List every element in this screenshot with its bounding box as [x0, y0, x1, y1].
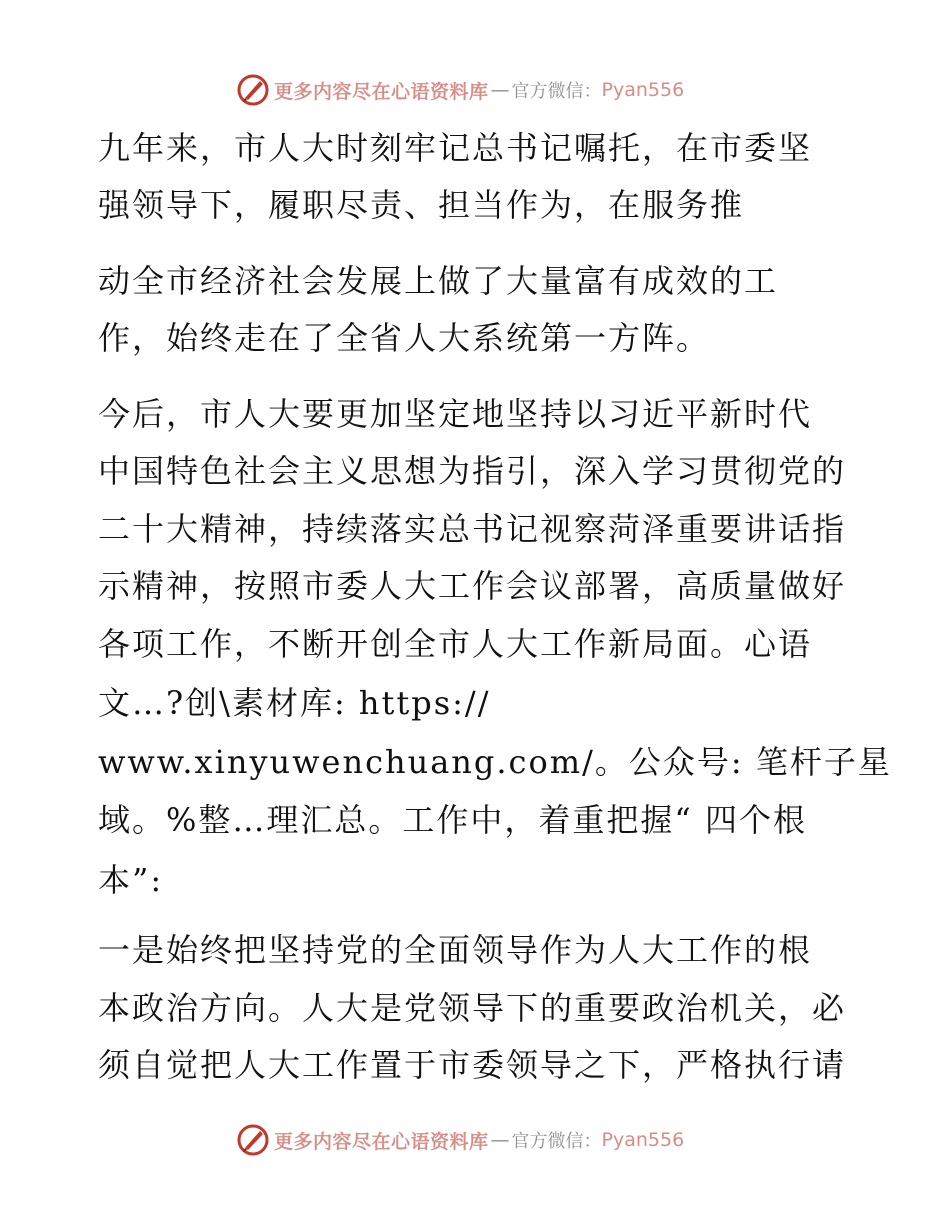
- body-line: 本政治方向。人大是党领导下的重要政治机关，必: [98, 989, 847, 1027]
- quill-pen-logo-icon: [236, 73, 270, 107]
- body-line: 中国特色社会主义思想为指引，深入学习贯彻党的: [98, 452, 847, 490]
- promo-text: 更多内容尽在心语资料库: [274, 1130, 489, 1153]
- banner-separator: —: [490, 79, 510, 101]
- banner-separator: —: [490, 1129, 510, 1151]
- footer-watermark-banner: [236, 1122, 684, 1158]
- body-line: 示精神，按照市委人大工作会议部署，高质量做好: [98, 567, 847, 605]
- body-line: 今后，市人大要更加坚定地坚持以习近平新时代: [98, 395, 813, 433]
- wechat-id: Pyan556: [601, 1129, 685, 1151]
- body-line: 须自觉把人大工作置于市委领导之下，严格执行请: [98, 1046, 847, 1084]
- body-line: 二十大精神，持续落实总书记视察菏泽重要讲话指: [98, 510, 847, 548]
- promo-text: 更多内容尽在心语资料库: [274, 80, 489, 103]
- body-line: www.xinyuwenchuang.com/。公众号: 笔杆子星: [98, 743, 892, 781]
- body-line: 文…?创\素材库: https://: [98, 684, 491, 722]
- wechat-id: Pyan556: [601, 79, 685, 101]
- body-line: 域。%整…理汇总。工作中，着重把握“ 四个根: [98, 801, 807, 839]
- wechat-label: 官方微信：: [511, 1131, 602, 1152]
- body-line: 动全市经济社会发展上做了大量富有成效的工: [98, 262, 779, 300]
- header-watermark-banner: [236, 72, 684, 108]
- wechat-label: 官方微信：: [511, 81, 602, 102]
- body-line: 九年来，市人大时刻牢记总书记嘱托，在市委坚: [98, 129, 813, 167]
- body-line: 强领导下，履职尽责、担当作为，在服务推: [98, 186, 745, 224]
- body-line: 本”:: [98, 861, 164, 899]
- body-line: 各项工作，不断开创全市人大工作新局面。心语: [98, 625, 813, 663]
- body-line: 一是始终把坚持党的全面领导作为人大工作的根: [98, 931, 813, 969]
- quill-pen-logo-icon: [236, 1123, 270, 1157]
- body-line: 作，始终走在了全省人大系统第一方阵。: [98, 319, 711, 357]
